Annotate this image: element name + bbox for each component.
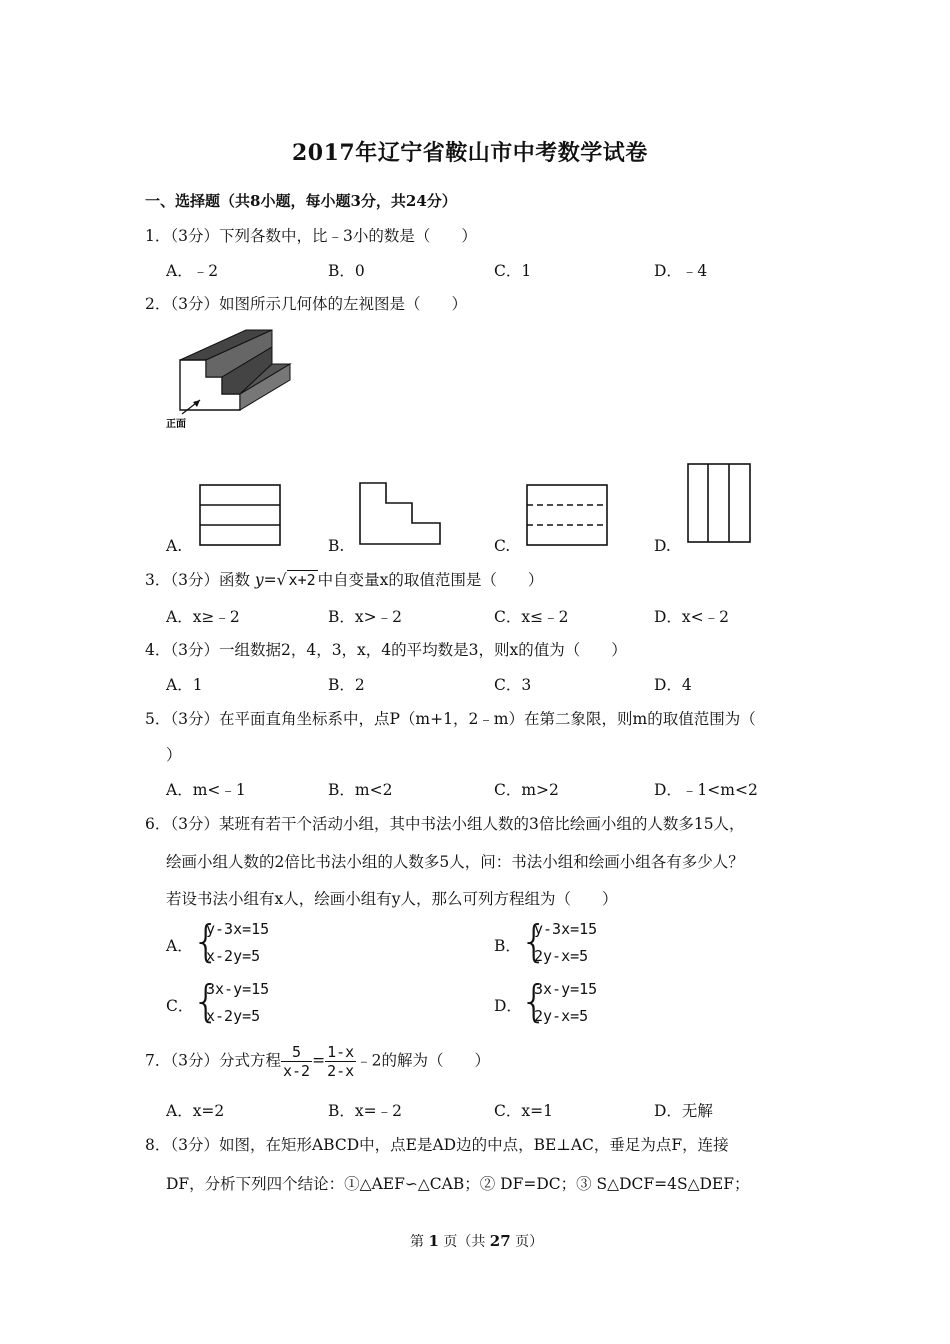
- question-8-line1: 8．（3分）如图，在矩形ABCD中，点E是AD边的中点，BE⊥AC，垂足为点F，连接: [145, 1136, 729, 1154]
- q6-option-b-brace: {: [520, 916, 548, 967]
- q4-option-c: C．3: [494, 676, 532, 694]
- q6-option-c-eq2: x-2y=5: [206, 1007, 261, 1025]
- q7-option-b: B．x=﹣2: [328, 1102, 402, 1120]
- question-1-stem: 1．（3分）下列各数中，比﹣3小的数是（ ）: [145, 227, 477, 245]
- q6-option-d-label: D．: [494, 997, 522, 1015]
- q3-option-c: C．x≤﹣2: [494, 608, 569, 626]
- q6-option-c-brace: {: [192, 976, 220, 1027]
- question-2-stem: 2．（3分）如图所示几何体的左视图是（ ）: [145, 295, 467, 313]
- question-5-stem-line1: 5．（3分）在平面直角坐标系中，点P（m+1，2﹣m）在第二象限，则m的取值范围为（: [145, 710, 756, 728]
- q3-option-a: A．x≥﹣2: [166, 608, 240, 626]
- fraction-1: $\frac{5}{x-2}$: [282, 1043, 311, 1080]
- question-3-stem: 3．（3分）函数 y=√ x+2 中自变量x的取值范围是（ ）: [145, 571, 544, 589]
- q2-option-a-figure: [198, 483, 282, 547]
- q4-option-b: B．2: [328, 676, 365, 694]
- page-total: 27: [489, 1232, 511, 1250]
- q6-option-a-label: A．: [166, 937, 193, 955]
- question-6-line1: 6．（3分）某班有若干个活动小组，其中书法小组人数的3倍比绘画小组的人数多15人，: [145, 815, 745, 833]
- q2-option-c: C.: [494, 537, 511, 555]
- sqrt-sign: √: [276, 571, 287, 589]
- q6-option-d-brace: {: [520, 976, 548, 1027]
- q5-option-b: B．m<2: [328, 781, 393, 799]
- q2-option-b: B.: [328, 537, 345, 555]
- q7-option-d: D．无解: [654, 1102, 713, 1120]
- q2-option-d: D.: [654, 537, 671, 555]
- question-8-line2: DF，分析下列四个结论：①△AEF∽△CAB；② DF=DC；③ S△DCF=4S△DEF；: [166, 1175, 750, 1193]
- q6-option-c-eq1: 3x-y=15: [206, 980, 270, 998]
- question-7-stem: 7．（3分）分式方程 $\frac{5}{x-2}$ = $\frac{1-x}{2-x}$ ﹣2的解为（ ）: [145, 1043, 491, 1080]
- q2-option-d-figure: [686, 462, 752, 544]
- q5-option-a: A．m<﹣1: [166, 781, 246, 799]
- sqrt-radicand: x+2: [288, 571, 316, 589]
- q1-option-c: C．1: [494, 262, 532, 280]
- q6-option-d-eq1: 3x-y=15: [534, 980, 598, 998]
- page-number: 1: [428, 1232, 439, 1250]
- q6-option-b-label: B．: [494, 937, 521, 955]
- q1-option-b: B．0: [328, 262, 365, 280]
- q1-option-a: A．﹣2: [166, 262, 219, 280]
- q6-option-c-label: C．: [166, 997, 194, 1015]
- q4-option-d: D．4: [654, 676, 692, 694]
- q4-option-a: A．1: [166, 676, 203, 694]
- q2-option-b-figure: [358, 481, 444, 547]
- front-label: 正面: [166, 419, 186, 430]
- question-6-line3: 若设书法小组有x人，绘画小组有y人，那么可列方程组为（ ）: [166, 890, 618, 908]
- question-5-stem-line2: ）: [166, 746, 182, 764]
- staircase-solid-figure: [160, 322, 300, 432]
- q3-option-d: D．x<﹣2: [654, 608, 730, 626]
- q3-option-b: B．x>﹣2: [328, 608, 402, 626]
- q6-option-a-brace: {: [192, 916, 220, 967]
- fraction-2: $\frac{1-x}{2-x}$: [327, 1043, 355, 1080]
- question-6-line2: 绘画小组人数的2倍比书法小组的人数多5人，问：书法小组和绘画小组各有多少人？: [166, 853, 744, 871]
- q6-option-a-eq1: y-3x=15: [206, 920, 270, 938]
- q7-option-c: C．x=1: [494, 1102, 553, 1120]
- question-4-stem: 4．（3分）一组数据2，4，3，x，4的平均数是3，则x的值为（ ）: [145, 641, 627, 659]
- q2-option-c-figure: [525, 483, 609, 547]
- q5-option-c: C．m>2: [494, 781, 559, 799]
- q1-option-d: D．﹣4: [654, 262, 708, 280]
- q5-option-d: D．﹣1<m<2: [654, 781, 758, 799]
- q6-option-d-eq2: 2y-x=5: [534, 1007, 589, 1025]
- page-title: 2017年辽宁省鞍山市中考数学试卷: [292, 140, 648, 166]
- q6-option-b-eq2: 2y-x=5: [534, 947, 589, 965]
- q6-option-a-eq2: x-2y=5: [206, 947, 261, 965]
- q6-option-b-eq1: y-3x=15: [534, 920, 598, 938]
- page-footer: 第 1 页（共 27 页）: [410, 1232, 544, 1250]
- q2-option-a: A.: [166, 537, 183, 555]
- section-heading: 一、选择题（共8小题，每小题3分，共24分）: [145, 192, 457, 210]
- q7-option-a: A．x=2: [166, 1102, 225, 1120]
